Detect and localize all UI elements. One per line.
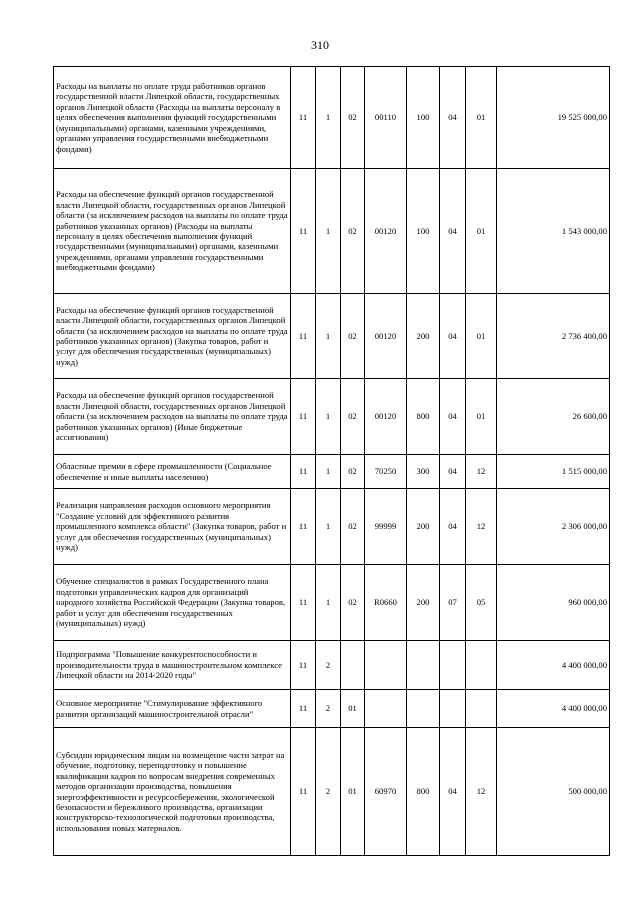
code-cell-2: 1: [316, 294, 341, 379]
expense-name-cell: Основное мероприятие "Стимулирование эффективного развития организаций машиностроительной отрасли": [54, 690, 291, 728]
code-cell-3: 02: [341, 67, 365, 169]
table-row: [54, 455, 610, 489]
code-cell-2: 1: [316, 565, 341, 641]
code-cell-5: 200: [407, 294, 440, 379]
table-row: [54, 67, 610, 169]
code-cell-7: 01: [466, 379, 497, 455]
code-cell-6: 07: [440, 565, 466, 641]
code-cell-7: 01: [466, 67, 497, 169]
code-cell-4: 00120: [365, 379, 407, 455]
code-cell-6: [440, 690, 466, 728]
expense-name-cell: Расходы на обеспечение функций органов государственной власти Липецкой области, государственных органов Липецкой области (за исключением расходов на выплаты по оплате труда работников указанных органов) (Закупка товаров, работ и услуг для обеспечения государственных (муниципальных) нужд): [54, 294, 291, 379]
amount-cell: 19 525 000,00: [497, 67, 610, 169]
code-cell-6: 04: [440, 489, 466, 565]
code-cell-5: 800: [407, 379, 440, 455]
expense-name-cell: Субсидии юридическим лицам на возмещение части затрат на обучение, подготовку, переподготовку и повышение квалификации кадров по вопросам внедрения современных методов организации производства, повышения энергоэффективности и ресурсосбережения, экологической безопасности и бережливого производства, организации конструкторско-технологической подготовки производства, использования новых материалов.: [54, 728, 291, 856]
expense-name-cell: Расходы на обеспечение функций органов государственной власти Липецкой области, государственных органов Липецкой области (за исключением расходов на выплаты по оплате труда работников указанных органов) (Иные бюджетные ассигнования): [54, 379, 291, 455]
expense-name-cell: Расходы на обеспечение функций органов государственной власти Липецкой области, государственных органов Липецкой области (за исключением расходов на выплаты по оплате труда работников указанных органов) (Расходы на выплаты персоналу в целях обеспечения выполнения функций государственными (муниципальными) органами, казенными учреждениями, органами управления государственными внебюджетными фондами): [54, 169, 291, 294]
code-cell-1: 11: [291, 690, 316, 728]
code-cell-3: 01: [341, 690, 365, 728]
code-cell-5: [407, 690, 440, 728]
budget-table: [53, 66, 610, 856]
table-row: [54, 489, 610, 565]
code-cell-3: 02: [341, 489, 365, 565]
code-cell-7: [466, 690, 497, 728]
table-row: [54, 379, 610, 455]
code-cell-5: 100: [407, 67, 440, 169]
amount-cell: 1 515 000,00: [497, 455, 610, 489]
table-row: [54, 728, 610, 856]
table-row: [54, 294, 610, 379]
amount-cell: 26 600,00: [497, 379, 610, 455]
code-cell-4: 70250: [365, 455, 407, 489]
table-row: [54, 169, 610, 294]
expense-name-cell: Реализация направления расходов основного мероприятия "Создание условий для эффективного развития промышленного комплекса области" (Закупка товаров, работ и услуг для обеспечения государственных (муниципальных) нужд): [54, 489, 291, 565]
code-cell-6: 04: [440, 455, 466, 489]
code-cell-7: 12: [466, 489, 497, 565]
code-cell-2: 2: [316, 728, 341, 856]
code-cell-7: 01: [466, 294, 497, 379]
code-cell-5: 300: [407, 455, 440, 489]
code-cell-1: 11: [291, 294, 316, 379]
code-cell-3: 02: [341, 455, 365, 489]
code-cell-4: [365, 690, 407, 728]
code-cell-6: 04: [440, 169, 466, 294]
table-row: [54, 641, 610, 690]
expense-name-cell: Расходы на выплаты по оплате труда работников органов государственной власти Липецкой области, государственных органов Липецкой области (Расходы на выплаты персоналу в целях обеспечения выполнения функций государственными (муниципальными) органами, казенными учреждениями, органами управления государственными внебюджетными фондами): [54, 67, 291, 169]
amount-cell: 4 400 000,00: [497, 690, 610, 728]
code-cell-4: 00120: [365, 169, 407, 294]
code-cell-6: 04: [440, 728, 466, 856]
code-cell-6: 04: [440, 294, 466, 379]
code-cell-4: 00120: [365, 294, 407, 379]
code-cell-3: 02: [341, 169, 365, 294]
code-cell-3: 02: [341, 379, 365, 455]
code-cell-1: 11: [291, 728, 316, 856]
expense-name-cell: Обучение специалистов в рамках Государственного плана подготовки управленческих кадров для организаций народного хозяйства Российской Федерации (Закупка товаров, работ и услуг для обеспечения государственных (муниципальных) нужд): [54, 565, 291, 641]
code-cell-5: 200: [407, 565, 440, 641]
code-cell-7: 05: [466, 565, 497, 641]
code-cell-6: [440, 641, 466, 690]
code-cell-4: [365, 641, 407, 690]
code-cell-7: 12: [466, 728, 497, 856]
code-cell-3: 02: [341, 565, 365, 641]
code-cell-2: 1: [316, 169, 341, 294]
code-cell-7: 01: [466, 169, 497, 294]
code-cell-2: 2: [316, 641, 341, 690]
code-cell-2: 1: [316, 489, 341, 565]
code-cell-3: 02: [341, 294, 365, 379]
code-cell-1: 11: [291, 455, 316, 489]
page-number: 310: [311, 38, 329, 52]
amount-cell: 500 000,00: [497, 728, 610, 856]
code-cell-2: 2: [316, 690, 341, 728]
amount-cell: 4 400 000,00: [497, 641, 610, 690]
code-cell-4: R0660: [365, 565, 407, 641]
code-cell-5: [407, 641, 440, 690]
amount-cell: 2 306 000,00: [497, 489, 610, 565]
code-cell-1: 11: [291, 169, 316, 294]
amount-cell: 1 543 000,00: [497, 169, 610, 294]
code-cell-5: 800: [407, 728, 440, 856]
table-row: [54, 690, 610, 728]
expense-name-cell: Областные премии в сфере промышленности (Социальное обеспечение и иные выплаты населению): [54, 455, 291, 489]
code-cell-4: 99999: [365, 489, 407, 565]
table-row: [54, 565, 610, 641]
code-cell-1: 11: [291, 489, 316, 565]
code-cell-4: 60970: [365, 728, 407, 856]
code-cell-2: 1: [316, 455, 341, 489]
code-cell-7: 12: [466, 455, 497, 489]
code-cell-4: 00110: [365, 67, 407, 169]
code-cell-5: 200: [407, 489, 440, 565]
code-cell-2: 1: [316, 379, 341, 455]
code-cell-1: 11: [291, 641, 316, 690]
code-cell-1: 11: [291, 379, 316, 455]
expense-name-cell: Подпрограмма "Повышение конкурентоспособности и производительности труда в машиностроительном комплексе Липецкой области на 2014-2020 годы": [54, 641, 291, 690]
code-cell-1: 11: [291, 67, 316, 169]
code-cell-1: 11: [291, 565, 316, 641]
code-cell-3: [341, 641, 365, 690]
amount-cell: 2 736 400,00: [497, 294, 610, 379]
code-cell-3: 01: [341, 728, 365, 856]
code-cell-7: [466, 641, 497, 690]
code-cell-6: 04: [440, 67, 466, 169]
amount-cell: 960 000,00: [497, 565, 610, 641]
code-cell-6: 04: [440, 379, 466, 455]
code-cell-5: 100: [407, 169, 440, 294]
code-cell-2: 1: [316, 67, 341, 169]
